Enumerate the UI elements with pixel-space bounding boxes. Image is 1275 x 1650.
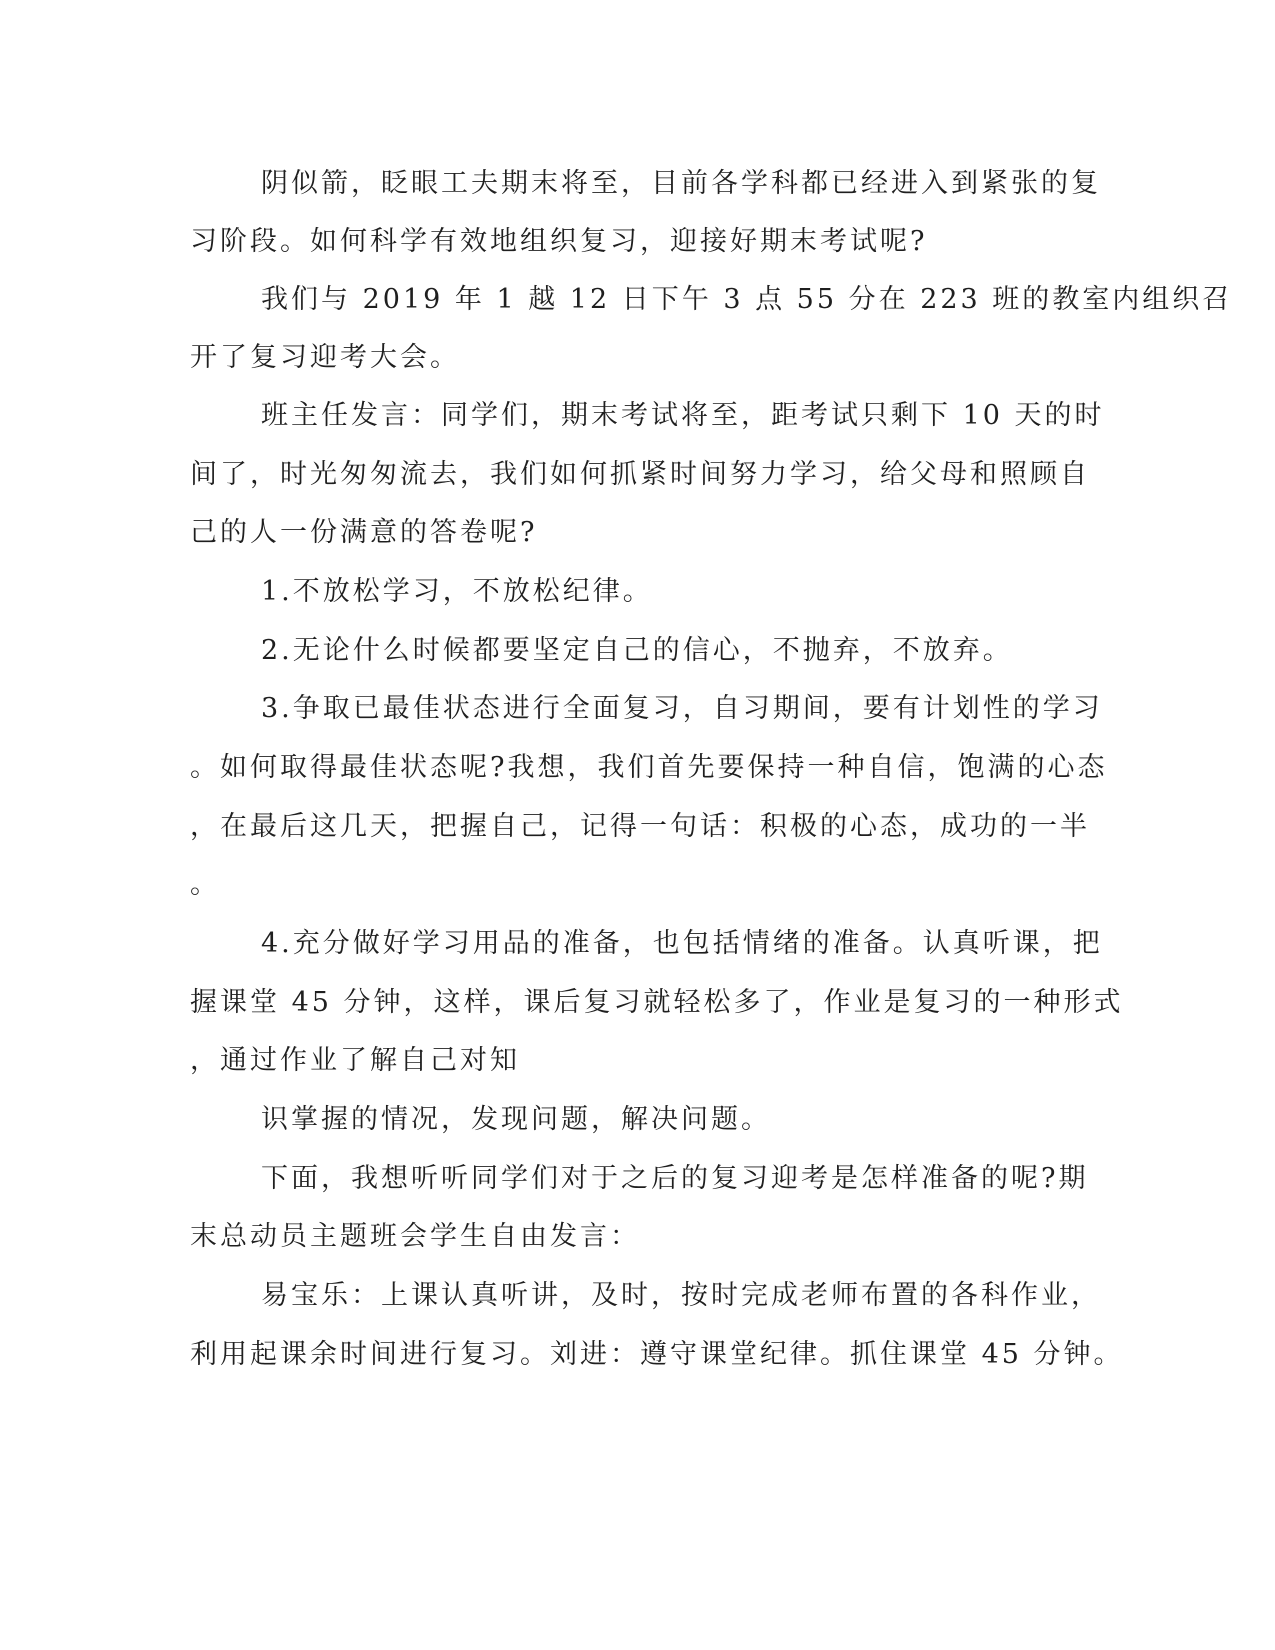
text-line: 识掌握的情况，发现问题，解决问题。 [261,1104,771,1135]
text-line: 我们与 2019 年 1 越 12 日下午 3 点 55 分在 223 班的教室内组织召 [261,284,1233,315]
text-line: 下面，我想听听同学们对于之后的复习迎考是怎样准备的呢?期 [261,1163,1089,1194]
text-line: 握课堂 45 分钟，这样，课后复习就轻松多了，作业是复习的一种形式 [190,987,1124,1018]
text-line: 3.争取已最佳状态进行全面复习，自习期间，要有计划性的学习 [261,693,1103,724]
text-line: 。如何取得最佳状态呢?我想，我们首先要保持一种自信，饱满的心态 [190,752,1108,783]
text-line: ，在最后这几天，把握自己，记得一句话：积极的心态，成功的一半 [190,811,1090,842]
text-line: 4.充分做好学习用品的准备，也包括情绪的准备。认真听课，把 [261,928,1103,959]
text-line: 开了复习迎考大会。 [190,342,460,373]
text-line: 己的人一份满意的答卷呢? [190,517,538,548]
text-line: 易宝乐：上课认真听讲，及时，按时完成老师布置的各科作业， [261,1280,1101,1311]
text-line: 1.不放松学习，不放松纪律。 [261,576,653,607]
text-line: 习阶段。如何科学有效地组织复习，迎接好期末考试呢? [190,226,928,257]
text-line: 班主任发言：同学们，期末考试将至，距考试只剩下 10 天的时 [261,400,1105,431]
text-line: 2.无论什么时候都要坚定自己的信心，不抛弃，不放弃。 [261,635,1013,666]
text-line: 。 [190,869,220,900]
text-line: 末总动员主题班会学生自由发言： [190,1221,640,1252]
text-line: 利用起课余时间进行复习。刘进：遵守课堂纪律。抓住课堂 45 分钟。 [190,1339,1124,1370]
text-line: 阴似箭，眨眼工夫期末将至，目前各学科都已经进入到紧张的复 [261,168,1101,199]
text-line: ，通过作业了解自己对知 [190,1045,520,1076]
text-line: 间了，时光匆匆流去，我们如何抓紧时间努力学习，给父母和照顾自 [190,459,1090,490]
